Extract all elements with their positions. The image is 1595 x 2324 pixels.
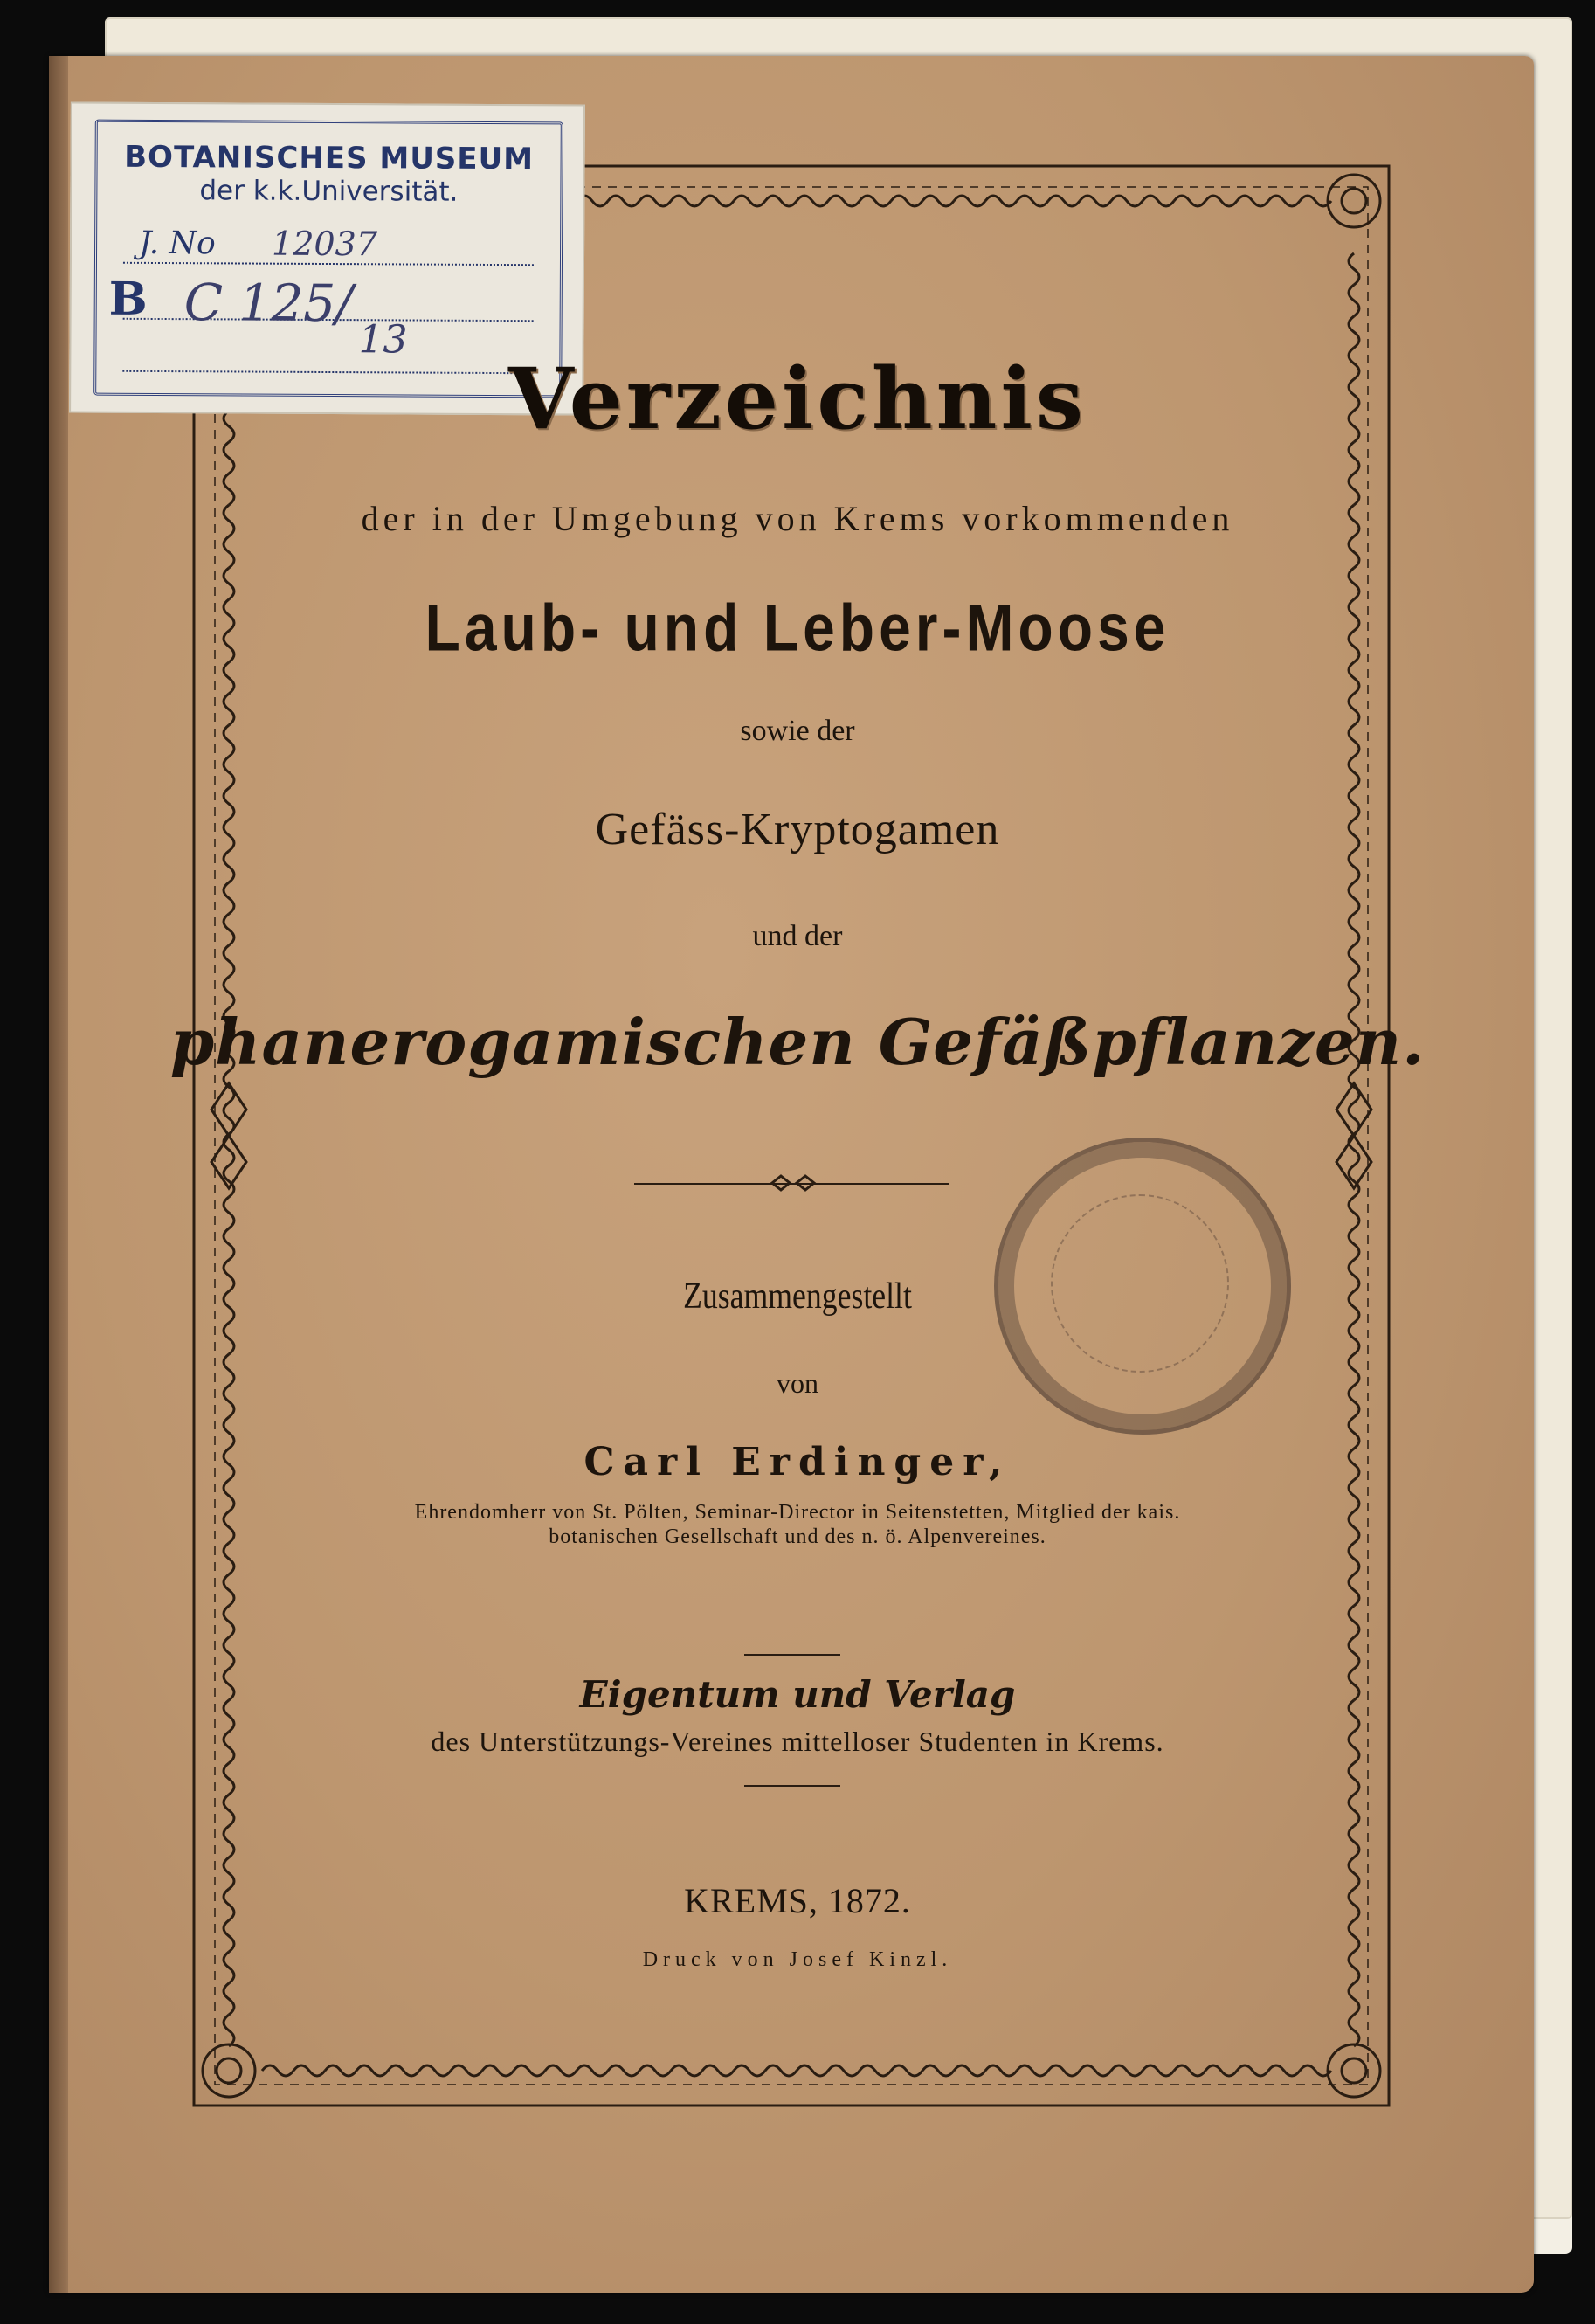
by-word: von [777,1367,818,1399]
library-stamp-inner [1051,1194,1229,1373]
publisher-line: des Unterstützungs-Vereines mittelloser Studenten in Krems. [431,1726,1164,1757]
place-year: KREMS, 1872. [684,1881,911,1920]
label-journal-number: 12037 [271,224,378,264]
compiled-by: Zusammengestellt [683,1276,912,1317]
short-rule [744,1785,840,1787]
connector-und: und der [752,920,843,952]
author-credentials-line2: botanischen Gesellschaft und des n. ö. Alpenvereines. [549,1525,1046,1548]
author-name: Carl Erdinger, [583,1440,1012,1484]
short-rule [744,1654,840,1656]
library-stamp [994,1138,1291,1435]
label-series-letter: B [108,272,148,326]
heading-cryptogams: Gefäss-Kryptogamen [595,805,1000,854]
cover-subtitle: der in der Umgebung von Krems vorkommenden [361,499,1234,538]
label-university: der k.k.Universität. [199,175,459,208]
author-credentials-line1: Ehrendomherr von St. Pölten, Seminar-Director in Seitenstetten, Mitglied der kais. [414,1501,1181,1524]
label-journal-prefix: J. No [138,225,216,262]
heading-phanerogams: phanerogamischen Gefäßpflanzen. [169,1005,1426,1079]
label-shelfmark: C 125/ [183,273,353,334]
diamond-ornament-icon [769,1171,818,1195]
cover-title: Verzeichnis [508,349,1087,448]
connector-sowie: sowie der [740,715,855,747]
label-shelfmark-sub: 13 [358,317,408,363]
heading-mosses: Laub- und Leber-Moose [425,590,1170,665]
printer-line: Druck von Josef Kinzl. [642,1948,953,1971]
label-museum-name: BOTANISCHES MUSEUM [124,139,535,177]
ownership-line: Eigentum und Verlag [579,1673,1016,1716]
